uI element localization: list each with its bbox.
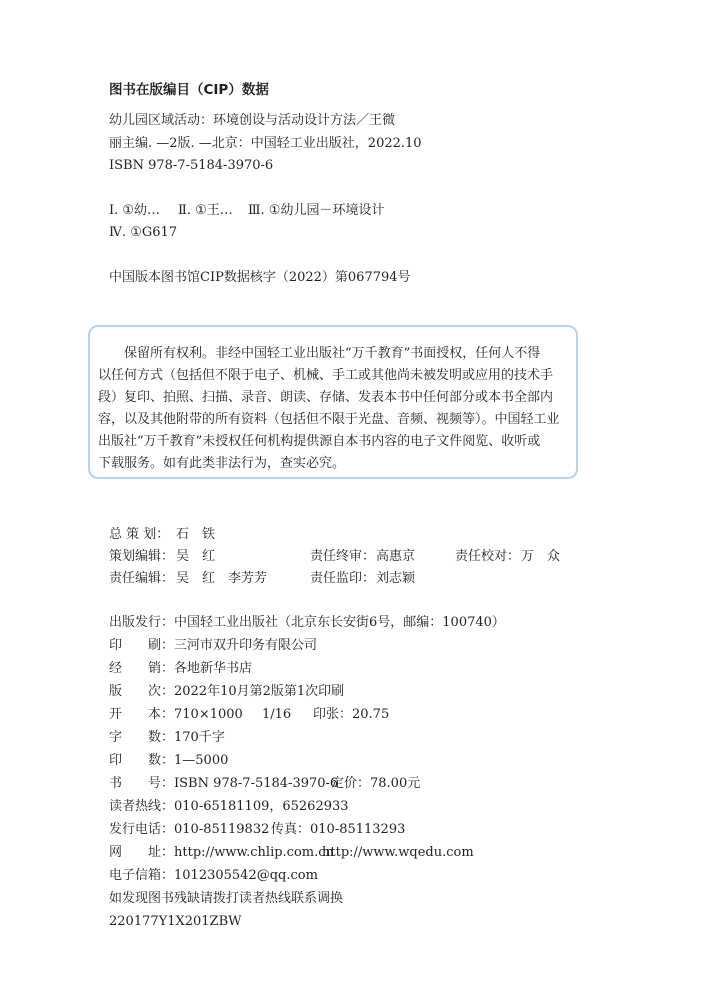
cip-class-b: Ⅱ. ①王…	[178, 203, 233, 218]
cip-class-a: Ⅰ. ①幼…	[109, 203, 161, 218]
sheets-value: 20.75	[352, 707, 390, 722]
email-label: 电子信箱：	[109, 868, 175, 883]
publisher-label: 出版发行：	[109, 615, 175, 630]
cip-title-line-1: 幼儿园区域活动：环境创设与活动设计方法／王微	[109, 113, 396, 128]
isbn-label: 书 号：	[109, 776, 175, 791]
supervisor-value: 刘志颖	[376, 571, 416, 586]
plan-editor-value: 吴 红	[176, 549, 216, 564]
sheets-label: 印张：	[313, 707, 353, 722]
publisher-value: 中国轻工业出版社（北京东长安街6号，邮编：100740）	[174, 615, 505, 630]
words-label: 字 数：	[109, 730, 175, 745]
final-review-label: 责任终审：	[310, 549, 376, 564]
fax-label: 传真：	[271, 822, 311, 837]
fax-value: 010-85113293	[310, 822, 406, 837]
hotline-label: 读者热线：	[109, 799, 175, 814]
email-value[interactable]: 1012305542@qq.com	[174, 868, 318, 883]
printer-label: 印 刷：	[109, 638, 175, 653]
hotline-value: 010-65181109，65262933	[174, 799, 349, 814]
isbn-value: ISBN 978-7-5184-3970-6	[174, 776, 339, 791]
defect-note: 如发现图书残缺请拨打读者热线联系调换	[109, 891, 344, 906]
cip-isbn: ISBN 978-7-5184-3970-6	[109, 158, 274, 173]
format-fraction: 1/16	[262, 707, 292, 722]
book-code: 220177Y1X201ZBW	[109, 914, 242, 929]
supervisor-label: 责任监印：	[310, 571, 376, 586]
proofread-value: 万 众	[521, 549, 561, 564]
rights-notice-line-4: 容，以及其他附带的所有资料（包括但不限于光盘、音频、视频等）。中国轻工业	[98, 412, 560, 427]
plan-editor-label: 策划编辑：	[109, 549, 175, 564]
rights-notice-line-3: 段）复印、拍照、扫描、录音、朗读、存储、发表本书中任何部分或本书全部内	[98, 390, 554, 405]
cip-record-number: 中国版本图书馆CIP数据核字（2022）第067794号	[109, 270, 411, 285]
distributor-label: 经 销：	[109, 661, 175, 676]
sales-tel-label: 发行电话：	[109, 822, 175, 837]
print-run-label: 印 数：	[109, 753, 175, 768]
cip-class-d: Ⅳ. ①G617	[109, 225, 178, 240]
final-review-value: 高惠京	[376, 549, 416, 564]
format-label: 开 本：	[109, 707, 175, 722]
website-label: 网 址：	[109, 845, 175, 860]
cip-title-line-2: 丽主编. —2版. —北京：中国轻工业出版社，2022.10	[109, 136, 422, 151]
words-value: 170千字	[174, 730, 225, 745]
rights-notice-line-2: 以任何方式（包括但不限于电子、机械、手工或其他尚未被发明或应用的技术手	[98, 368, 554, 383]
sales-tel-value: 010-85119832	[174, 822, 270, 837]
proofread-label: 责任校对：	[455, 549, 521, 564]
distributor-value: 各地新华书店	[174, 661, 253, 676]
format-value: 710×1000	[174, 707, 243, 722]
printer-value: 三河市双升印务有限公司	[174, 638, 318, 653]
price-value: 78.00元	[370, 776, 421, 791]
rights-notice-line-5: 出版社“万千教育”未授权任何机构提供源自本书内容的电子文件阅览、收听或	[98, 434, 541, 449]
website-link-1[interactable]: http://www.chlip.com.cn	[174, 845, 334, 860]
price-label: 定价：	[331, 776, 371, 791]
cip-class-c: Ⅲ. ①幼儿园－环境设计	[248, 203, 385, 218]
cip-heading: 图书在版编目（CIP）数据	[109, 82, 269, 98]
editor-value: 吴 红 李芳芳	[176, 571, 268, 586]
planner-label: 总 策 划：	[109, 527, 170, 542]
editor-label: 责任编辑：	[109, 571, 175, 586]
planner-value: 石 铁	[176, 527, 216, 542]
edition-value: 2022年10月第2版第1次印刷	[174, 684, 345, 699]
print-run-value: 1—5000	[174, 753, 229, 768]
rights-notice-line-1: 保留所有权利。非经中国轻工业出版社“万千教育”书面授权，任何人不得	[124, 346, 541, 361]
rights-notice-line-6: 下载服务。如有此类非法行为，查实必究。	[98, 456, 346, 471]
website-link-2[interactable]: http://www.wqedu.com	[322, 845, 474, 860]
edition-label: 版 次：	[109, 684, 175, 699]
